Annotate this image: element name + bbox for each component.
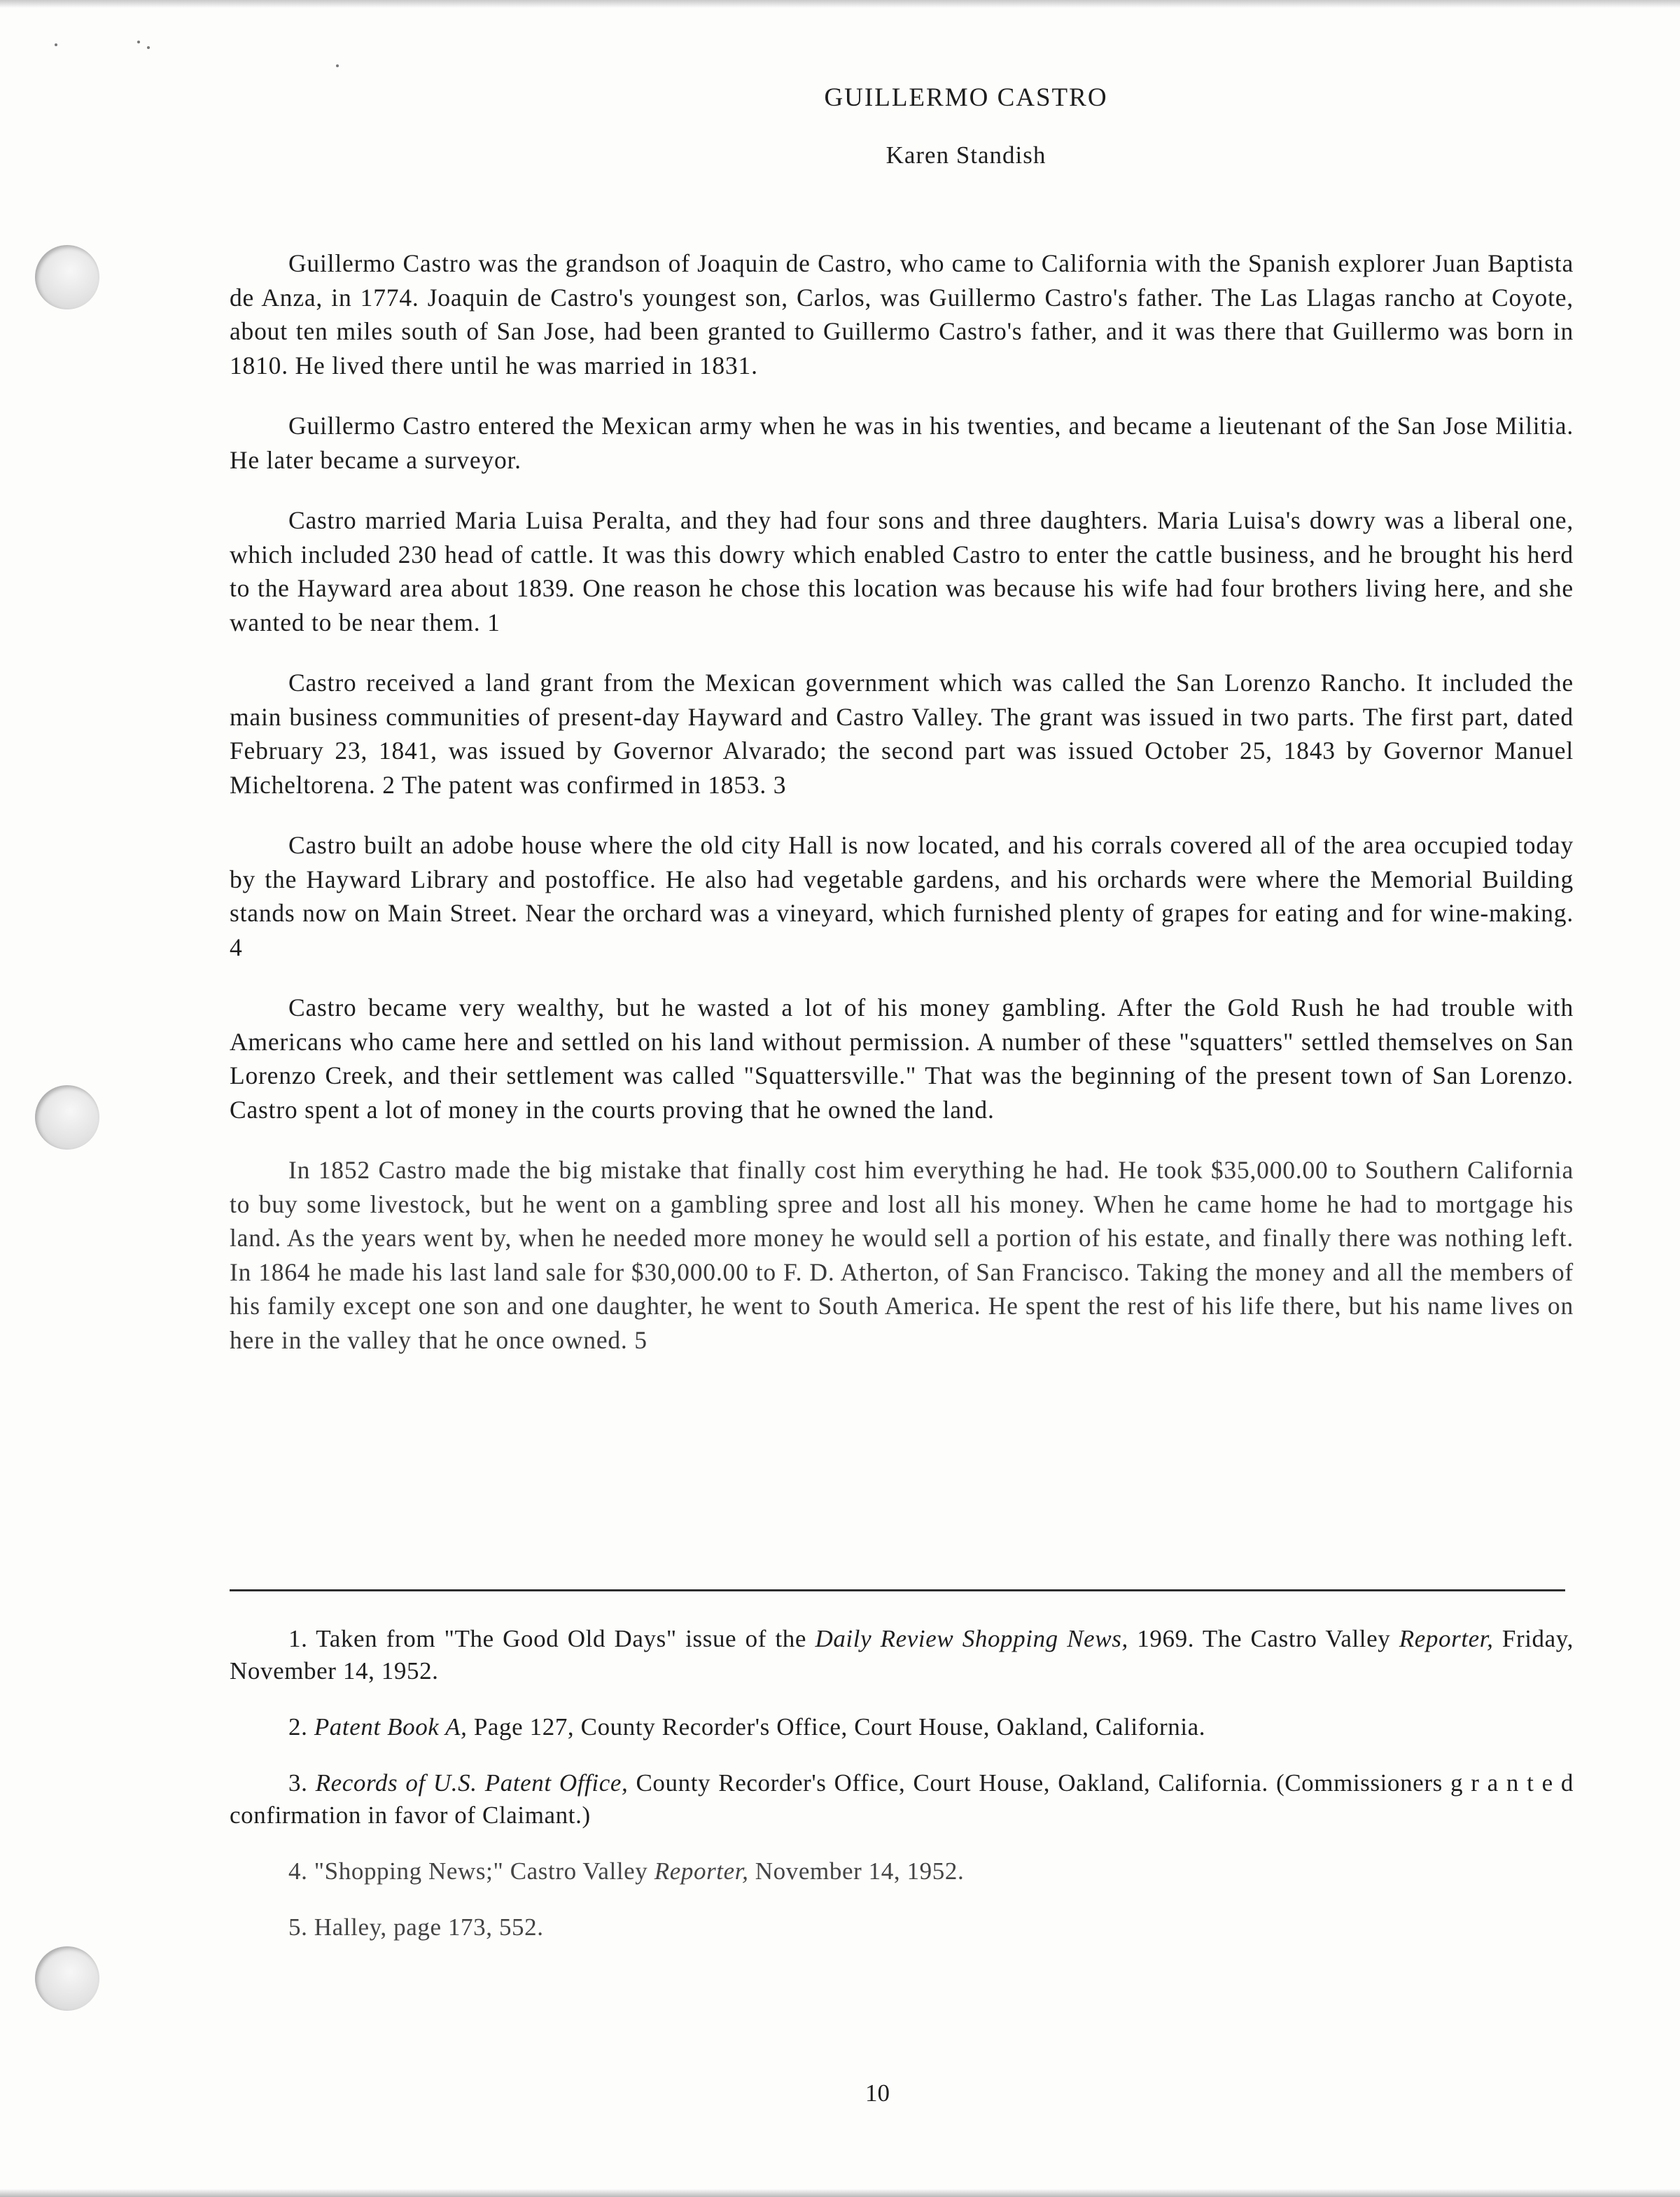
footnote-3 [230, 1767, 1574, 1832]
paragraph-7: In 1852 Castro made the big mistake that finally cost him everything he had. He took $35,000.00 to Southern California to buy some livestock, but he went on a gambling spree and lost all his money. When he came home he had to mortgage his land. As the years went by, when he needed more money he would sell a portion of his estate, and finally there was nothing left. In 1864 he made his last land sale for $30,000.00 to F. D. Atherton, of San Francisco. Taking the money and all the members of his family except one son and one daughter, he went to South America. He spent the rest of his life there, but his name lives on here in the valley that he once owned. 5 [230, 1156, 1574, 1354]
footnotes [230, 1623, 1574, 1967]
scan-speck [137, 41, 140, 43]
footnote-4 [230, 1855, 1574, 1888]
footnote-4-text: 4. "Shopping News;" Castro Valley [288, 1857, 654, 1885]
paragraph-4: Castro received a land grant from the Mexican government which was called the San Lorenzo Rancho. It included the main business communities of present-day Hayward and Castro Valley. The grant was issued in two parts. The first part, dated February 23, 1841, was issued by Governor Alvarado; the second part was issued October 25, 1843 by Governor Manuel Micheltorena. 2 The patent was confirmed in 1853. 3 [230, 669, 1574, 799]
paragraph-3: Castro married Maria Luisa Peralta, and they had four sons and three daughters. Maria Luisa's dowry was a liberal one, which included 230 head of cattle. It was this dowry which enabled Castro to enter the cattle business, and he brought his herd to the Hayward area about 1839. One reason he chose this location was because his wife had four brothers living here, and she wanted to be near them. 1 [230, 506, 1574, 636]
footnote-2-publication: Patent Book A, [314, 1713, 468, 1741]
footnote-4-text: November 14, 1952. [748, 1857, 965, 1885]
footnote-1-publication: Daily Review Shopping News, [815, 1625, 1128, 1652]
article-title: GUILLERMO CASTRO [824, 83, 1108, 112]
scan-speck [55, 43, 57, 46]
paragraph-2: Guillermo Castro entered the Mexican army when he was in his twenties, and became a lieutenant of the San Jose Militia. He later became a surveyor. [230, 412, 1574, 474]
footnote-2-text: 2. [288, 1713, 314, 1741]
footnote-3-text: County Recorder's Office, Court House, Oakland, California. (Commissioners g r a n t e d confirmation in favor of Claimant.) [230, 1769, 1574, 1829]
article-author: Karen Standish [886, 141, 1046, 169]
page-number: 10 [865, 2079, 890, 2107]
footnote-3-text: 3. [288, 1769, 316, 1797]
binder-hole-bottom [35, 1946, 99, 2011]
article-body [230, 246, 1574, 1383]
scan-bottom-edge [0, 2189, 1680, 2197]
scan-top-edge [0, 0, 1680, 8]
footnote-1-text: Friday, November 14, 1952. [230, 1625, 1574, 1685]
footnote-5: 5. Halley, page 173, 552. [288, 1913, 544, 1941]
paragraph-6: Castro became very wealthy, but he wasted a lot of his money gambling. After the Gold Rush he had trouble with Americans who came here and settled on his land without permission. A number of these "squatters" settled themselves on San Lorenzo Creek, and their settlement was called "Squattersville." That was the beginning of the present town of San Lorenzo. Castro spent a lot of money in the courts proving that he owned the land. [230, 993, 1574, 1124]
paragraph-5: Castro built an adobe house where the old city Hall is now located, and his corrals covered all of the area occupied today by the Hayward Library and postoffice. He also had vegetable gardens, and his orchards were where the Memorial Building stands now on Main Street. Near the orchard was a vineyard, which furnished plenty of grapes for eating and for wine-making. 4 [230, 831, 1574, 961]
footnote-divider [230, 1589, 1565, 1591]
footnote-3-publication: Records of U.S. Patent Office, [315, 1769, 629, 1797]
footnote-1-publication: Reporter, [1399, 1625, 1494, 1652]
paragraph-1: Guillermo Castro was the grandson of Joaquin de Castro, who came to California with the Spanish explorer Juan Baptista de Anza, in 1774. Joaquin de Castro's youngest son, Carlos, was Guillermo Castro's father. The Las Llagas rancho at Coyote, about ten miles south of San Jose, had been granted to Guillermo Castro's father, and it was there that Guillermo was born in 1810. He lived there until he was married in 1831. [230, 249, 1574, 379]
footnote-1-text: 1. Taken from "The Good Old Days" issue of the [288, 1625, 816, 1652]
footnote-2-text: Page 127, County Recorder's Office, Court House, Oakland, California. [467, 1713, 1206, 1741]
binder-hole-top [35, 245, 99, 309]
binder-hole-middle [35, 1085, 99, 1150]
footnote-2 [230, 1711, 1574, 1743]
scan-speck [147, 46, 150, 49]
footnote-1-text: 1969. The Castro Valley [1128, 1625, 1399, 1652]
scan-speck [336, 64, 339, 67]
footnote-4-publication: Reporter, [654, 1857, 749, 1885]
footnote-1 [230, 1623, 1574, 1687]
